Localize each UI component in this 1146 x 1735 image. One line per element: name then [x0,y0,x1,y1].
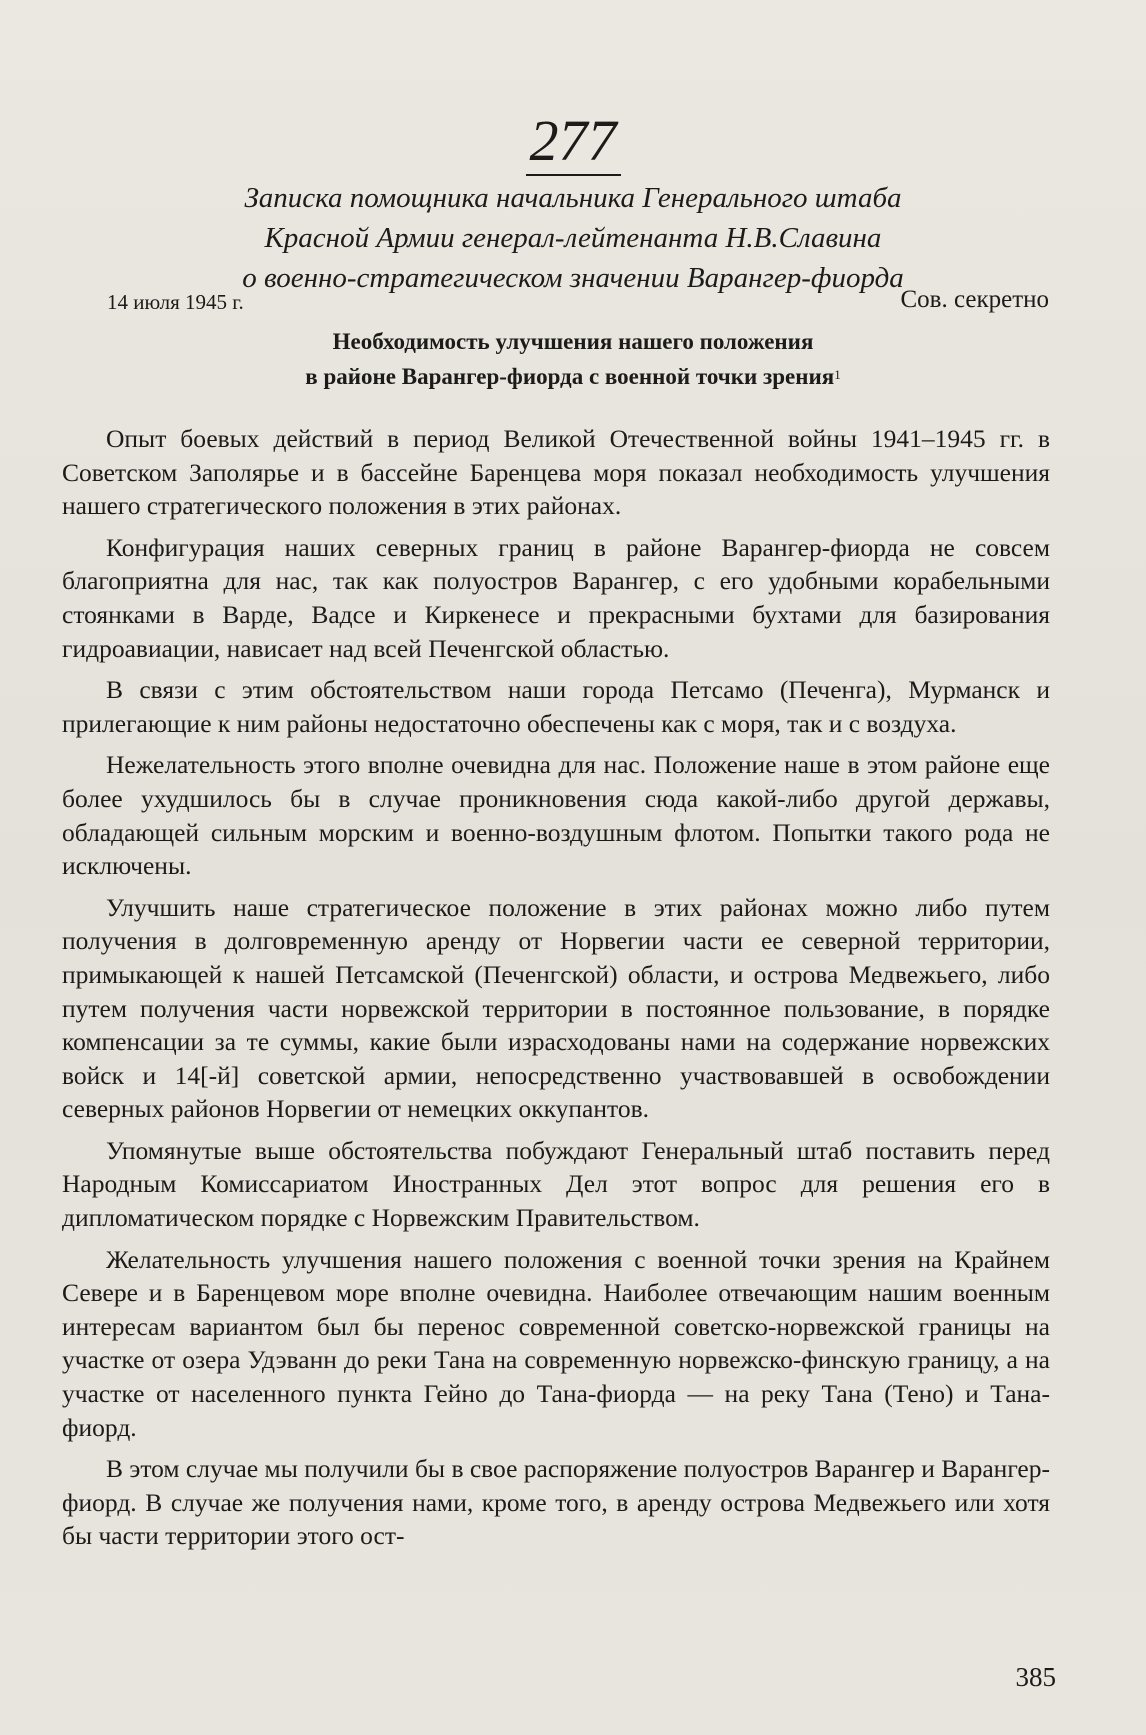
heading-line [100,359,1046,394]
title-line: о военно-стратегическом значении Варангер-фиорда [242,262,904,294]
section-heading [100,324,1046,394]
title-line: Записка помощника начальника Генерального штаба [244,182,902,214]
title-line: Красной Армии генерал-лейтенанта Н.В.Славина [264,222,882,254]
document-number-text: 277 [526,112,621,176]
footnote-marker: 1 [834,367,841,382]
heading-line: Необходимость улучшения нашего положения [332,329,814,354]
body-paragraph: Конфигурация наших северных границ в районе Варангер-фиорда не совсем благоприятна для нас, так как полуостров Варангер, с его удобными корабельными стоянками в Варде, Вадсе и Киркенесе и прекрасными бухтами для базирования гидроавиации, нависает над всей Печенгской областью. [62,532,1050,663]
document-meta [107,286,1049,320]
heading-line-text: в районе Варангер-фиорда с военной точки зрения [305,364,835,389]
body-paragraph: В этом случае мы получили бы в свое распоряжение полуостров Варангер и Варангер-фиорд. В случае же получения нами, кроме того, в аренду острова Медвежьего или хотя бы части территории этого ост- [62,1454,1050,1551]
body-paragraph: Улучшить наше стратегическое положение в этих районах можно либо путем получения в долговременную аренду от Норвегии части ее северной территории, примыкающей к нашей Петсамской (Печенгской) области, и острова Медвежьего, либо путем получения части норвежской территории в постоянное пользование, в порядке компенсации за те суммы, какие были израсходованы нами на содержание норвежских войск и 14[-й] советской армии, непосредственно участвовавшей в освобождении северных районов Норвегии от немецких оккупантов. [62,892,1050,1124]
classification-label: Сов. секретно [900,286,1049,313]
document-date: 14 июля 1945 г. [107,290,244,314]
body-paragraph: Упомянутые выше обстоятельства побуждают Генеральный штаб поставить перед Народным Комиссариатом Иностранных Дел этот вопрос для решения его в дипломатическом порядке с Норвежским Правительством. [62,1135,1050,1233]
body-paragraph: Желательность улучшения нашего положения с военной точки зрения на Крайнем Севере и в Баренцевом море вполне очевидна. Наиболее отвечающим нашим военным интересам вариантом был бы перенос современной советско-норвежской границы на участке от озера Удэванн до реки Тана на современную норвежско-финскую границу, а на участке от населенного пункта Гейно до Тана-фиорда — на реку Тана (Тено) и Тана-фиорд. [62,1244,1050,1442]
document-title [100,178,1046,298]
document-body [62,422,1050,1561]
body-paragraph: Опыт боевых действий в период Великой Отечественной войны 1941–1945 гг. в Советском Заполярье и в бассейне Баренцева моря показал необходимость улучшения нашего стратегического положения в этих районах. [62,424,1050,521]
body-paragraph: Нежелательность этого вполне очевидна для нас. Положение наше в этом районе еще более ухудшилось бы в случае проникновения сюда какой-либо другой державы, обладающей сильным морским и военно-воздушным флотом. Попытки такого рода не исключены. [62,750,1050,881]
document-number [0,108,1146,176]
body-paragraph: В связи с этим обстоятельством наши города Петсамо (Печенга), Мурманск и прилегающие к ним районы недостаточно обеспечены как с моря, так и с воздуха. [62,675,1050,738]
page-number: 385 [1015,1662,1056,1692]
